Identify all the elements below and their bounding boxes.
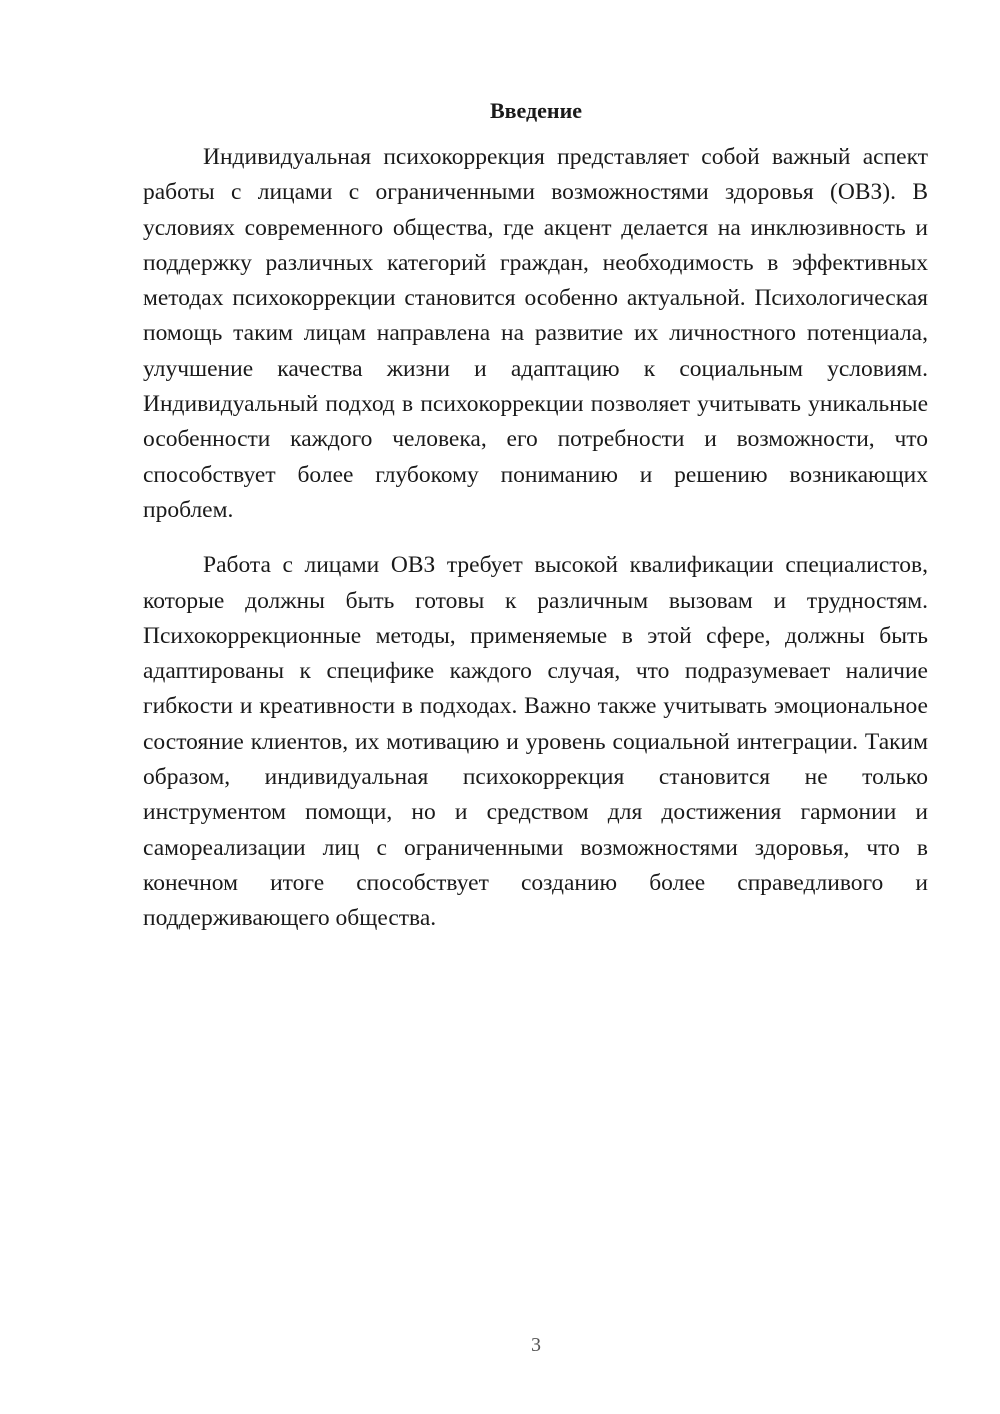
paragraph-2: Работа с лицами ОВЗ требует высокой квалификации специалистов, которые должны быть готовы к различным вызовам и трудностям. Психокоррекционные методы, применяемые в этой сфере, должны быть адаптированы к специфике каждого случая, что подразумевает наличие гибкости и креативности в подходах. Важно также учитывать эмоциональное состояние клиентов, их мотивацию и уровень социальной интеграции. Таким образом, индивидуальная психокоррекция становится не только инструментом помощи, но и средством для достижения гармонии и самореализации лиц с ограниченными возможностями здоровья, что в конечном итоге способствует созданию более справедливого и поддерживающего общества.	[143, 552, 928, 932]
paragraph-1: Индивидуальная психокоррекция представляет собой важный аспект работы с лицами с ограниченными возможностями здоровья (ОВЗ). В условиях современного общества, где акцент делается на инклюзивность и поддержку различных категорий граждан, необходимость в эффективных методах психокоррекции становится особенно актуальной. Психологическая помощь таким лицам направлена на развитие их личностного потенциала, улучшение качества жизни и адаптацию к социальным условиям. Индивидуальный подход в психокоррекции позволяет учитывать уникальные особенности каждого человека, его потребности и возможности, что способствует более глубокому пониманию и решению возникающих проблем.	[143, 144, 928, 523]
body-text	[143, 140, 928, 937]
page-number: 3	[531, 1334, 541, 1356]
section-title: Введение	[489, 98, 583, 123]
